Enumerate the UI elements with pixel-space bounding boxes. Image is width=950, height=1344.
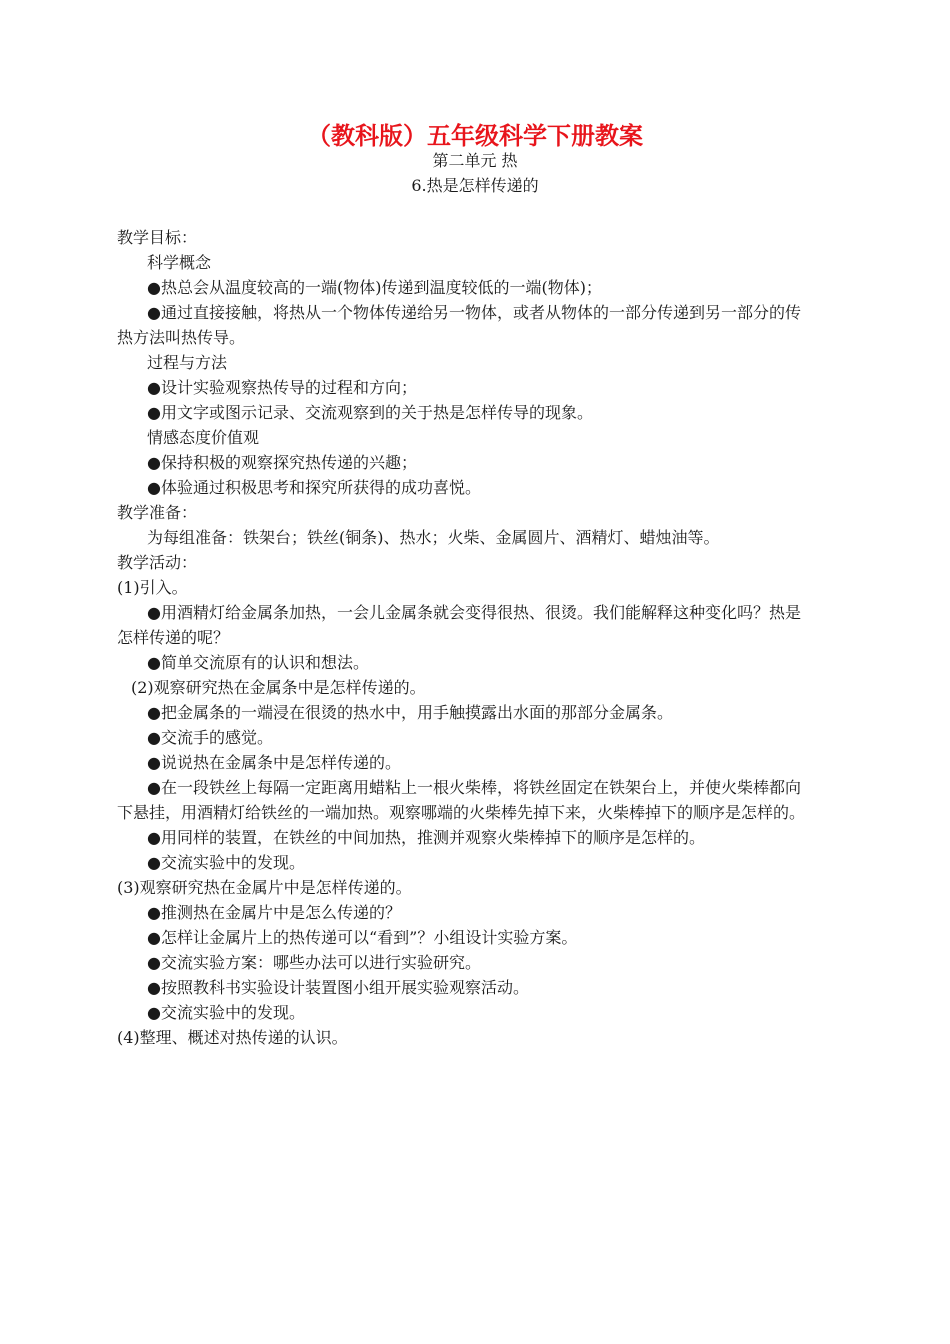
list-item: ●用酒精灯给金属条加热，一会儿金属条就会变得很热、很烫。我们能解释这种变化吗？热是 (147, 603, 801, 622)
list-item: ●体验通过积极思考和探究所获得的成功喜悦。 (147, 478, 481, 497)
list-item: ●简单交流原有的认识和想法。 (147, 653, 369, 672)
list-item: ●用文字或图示记录、交流观察到的关于热是怎样传导的现象。 (147, 403, 593, 422)
list-item: ●说说热在金属条中是怎样传递的。 (147, 753, 401, 772)
list-item-continuation: 下悬挂，用酒精灯给铁丝的一端加热。观察哪端的火柴棒先掉下来，火柴棒掉下的顺序是怎样的。 (117, 803, 806, 822)
preparation-heading: 教学准备： (117, 503, 198, 522)
list-item: ●怎样让金属片上的热传递可以“看到”？小组设计实验方案。 (147, 928, 578, 947)
activities-heading: 教学活动： (117, 553, 198, 572)
list-item: ●交流实验中的发现。 (147, 853, 305, 872)
list-item-continuation: 热方法叫热传导。 (117, 328, 246, 347)
document-title: （教科版）五年级科学下册教案 (307, 122, 643, 150)
list-item: ●交流实验方案：哪些办法可以进行实验研究。 (147, 953, 481, 972)
unit-title: 第二单元 热 (432, 151, 518, 170)
lesson-title: 6.热是怎样传递的 (411, 176, 539, 195)
section-title: (4)整理、概述对热传递的认识。 (117, 1028, 348, 1047)
list-item: ●在一段铁丝上每隔一定距离用蜡粘上一根火柴棒，将铁丝固定在铁架台上，并使火柴棒都向 (147, 778, 801, 797)
section-title: (2)观察研究热在金属条中是怎样传递的。 (131, 678, 426, 697)
list-item: ●交流实验中的发现。 (147, 1003, 305, 1022)
list-item: ●交流手的感觉。 (147, 728, 273, 747)
preparation-text: 为每组准备：铁架台；铁丝(铜条)、热水；火柴、金属圆片、酒精灯、蜡烛油等。 (147, 528, 720, 547)
list-item: ●通过直接接触，将热从一个物体传递给另一物体，或者从物体的一部分传递到另一部分的传 (147, 303, 801, 322)
process-heading: 过程与方法 (147, 353, 228, 372)
list-item: ●推测热在金属片中是怎么传递的？ (147, 903, 401, 922)
document-body (117, 225, 839, 1050)
section-title: (1)引入。 (117, 578, 188, 597)
list-item: ●用同样的装置，在铁丝的中间加热，推测并观察火柴棒掉下的顺序是怎样的。 (147, 828, 705, 847)
list-item: ●热总会从温度较高的一端(物体)传递到温度较低的一端(物体)； (147, 278, 602, 297)
list-item-continuation: 怎样传递的呢？ (117, 628, 230, 647)
objectives-heading: 教学目标： (117, 228, 198, 247)
section-title: (3)观察研究热在金属片中是怎样传递的。 (117, 878, 412, 897)
list-item: ●按照教科书实验设计装置图小组开展实验观察活动。 (147, 978, 529, 997)
list-item: ●保持积极的观察探究热传递的兴趣； (147, 453, 417, 472)
concept-heading: 科学概念 (147, 253, 212, 272)
list-item: ●设计实验观察热传导的过程和方向； (147, 378, 417, 397)
attitude-heading: 情感态度价值观 (147, 428, 260, 447)
list-item: ●把金属条的一端浸在很烫的热水中，用手触摸露出水面的那部分金属条。 (147, 703, 673, 722)
